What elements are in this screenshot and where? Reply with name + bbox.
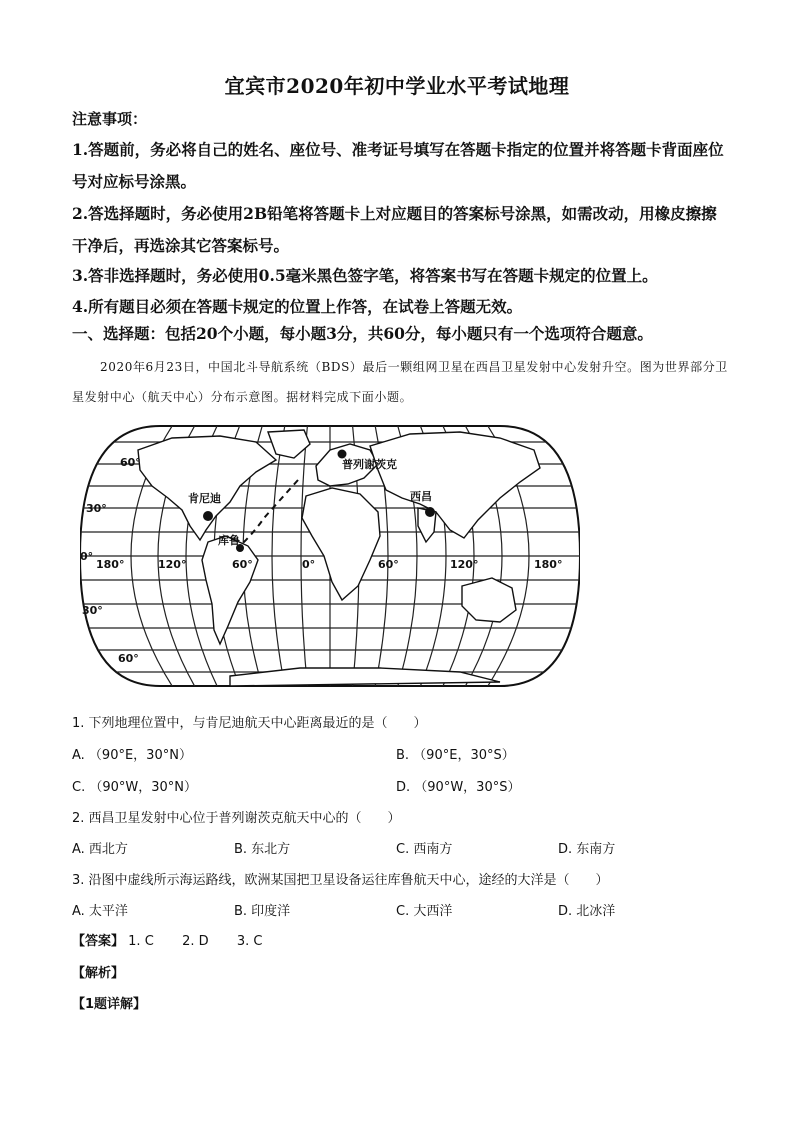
note-4: 4.所有题目必须在答题卡规定的位置上作答，在试卷上答题无效。 xyxy=(72,297,523,316)
lon-label: 120° xyxy=(158,558,187,571)
answer-3: 3. C xyxy=(236,934,263,949)
question-2-option-a: A. 西北方 xyxy=(72,842,128,857)
page-title: 宜宾市2020年初中学业水平考试地理 xyxy=(224,74,570,98)
lon-label: 60° xyxy=(232,558,253,571)
question-1-option-b: B. （90°E，30°S） xyxy=(396,748,515,763)
answer-2: 2. D xyxy=(182,934,209,949)
place-label-kennedy: 肯尼迪 xyxy=(188,492,221,505)
question-2-option-c: C. 西南方 xyxy=(396,842,453,857)
intro-text: 2020年6月23日，中国北斗导航系统（BDS）最后一颗组网卫星在西昌卫星发射中心发射升空。图为世界部分卫星发射中心（航天中心）分布示意图。据材料完成下面小题。 xyxy=(72,360,728,404)
lon-label: 60° xyxy=(378,558,399,571)
lat-label: 30° xyxy=(82,604,103,617)
place-label-xichang: 西昌 xyxy=(410,490,432,503)
answer-row xyxy=(72,930,263,949)
question-2-option-d: D. 东南方 xyxy=(558,842,616,857)
lon-label: 0° xyxy=(302,558,316,571)
detail-label: 【1题详解】 xyxy=(72,997,147,1012)
xichang-marker xyxy=(425,507,435,517)
lat-label: 30° xyxy=(86,502,107,515)
place-label-kourou: 库鲁 xyxy=(218,534,240,547)
question-3-option-a: A. 太平洋 xyxy=(72,904,128,919)
question-3-option-c: C. 大西洋 xyxy=(396,904,453,919)
note-3: 3.答非选择题时，务必使用0.5毫米黑色签字笔，将答案书写在答题卡规定的位置上。 xyxy=(72,266,658,285)
answer-1: 1. C xyxy=(128,934,154,949)
question-3-option-d: D. 北冰洋 xyxy=(558,904,616,919)
question-2-stem: 2. 西昌卫星发射中心位于普列谢茨克航天中心的（ ） xyxy=(72,811,401,826)
question-1-option-c: C. （90°W，30°N） xyxy=(72,780,198,795)
kennedy-marker xyxy=(203,511,213,521)
answer-label: 【答案】 xyxy=(72,934,125,949)
question-1-option-a: A. （90°E，30°N） xyxy=(72,748,192,763)
question-3-stem: 3. 沿图中虚线所示海运路线，欧洲某国把卫星设备运往库鲁航天中心，途经的大洋是（ ） xyxy=(72,873,609,888)
lat-label: 0° xyxy=(80,550,94,563)
note-1: 1.答题前，务必将自己的姓名、座位号、准考证号填写在答题卡指定的位置并将答题卡背面座位号对应标号涂黑。 xyxy=(72,140,724,191)
world-map-figure xyxy=(80,420,580,692)
notice-heading: 注意事项： xyxy=(72,110,148,128)
lon-label: 120° xyxy=(450,558,479,571)
analysis-label: 【解析】 xyxy=(72,966,125,981)
lon-label: 180° xyxy=(96,558,125,571)
question-1-stem: 1. 下列地理位置中，与肯尼迪航天中心距离最近的是（ ） xyxy=(72,716,427,731)
place-label-plesetsk: 普列谢茨克 xyxy=(342,458,397,471)
section-heading: 一、选择题：包括20个小题，每小题3分，共60分，每小题只有一个选项符合题意。 xyxy=(72,324,653,343)
lat-label: 60° xyxy=(120,456,141,469)
lat-label: 60° xyxy=(118,652,139,665)
lon-label: 180° xyxy=(534,558,563,571)
question-3-option-b: B. 印度洋 xyxy=(234,904,291,919)
question-2-option-b: B. 东北方 xyxy=(234,842,291,857)
note-2: 2.答选择题时，务必使用2B铅笔将答题卡上对应题目的答案标号涂黑，如需改动，用橡皮擦擦干净后，再选涂其它答案标号。 xyxy=(72,204,717,255)
question-1-option-d: D. （90°W，30°S） xyxy=(396,780,521,795)
